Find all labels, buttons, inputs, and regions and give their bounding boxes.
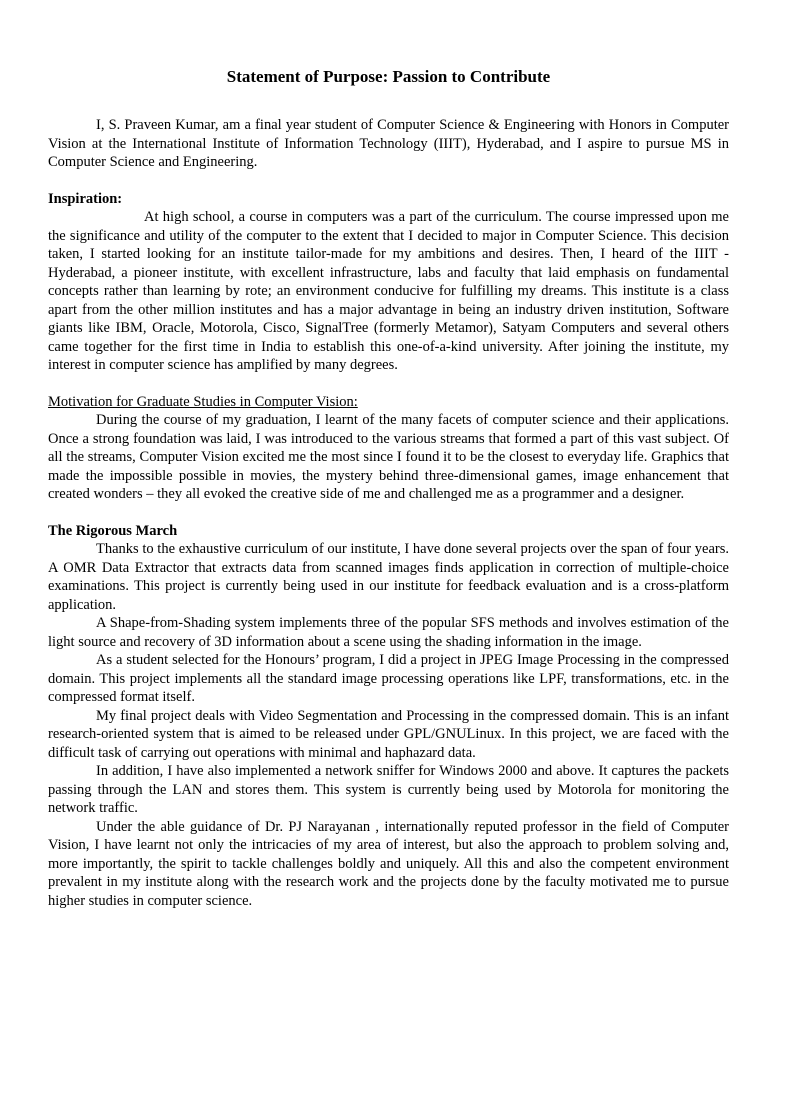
document-title: Statement of Purpose: Passion to Contribute <box>226 67 551 86</box>
paragraph: A Shape-from-Shading system implements three of the popular SFS methods and involves estimation of the light source and recovery of 3D information about a scene using the shading information in the image. <box>48 615 729 650</box>
paragraph: As a student selected for the Honours’ program, I did a project in JPEG Image Processing in the compressed domain. This project implements all the standard image processing operations like LPF, transformations, etc. in the compressed format itself. <box>48 652 729 705</box>
section-heading-motivation: Motivation for Graduate Studies in Computer Vision: <box>48 393 358 410</box>
section-rigorous-march <box>48 522 729 911</box>
paragraph: During the course of my graduation, I learnt of the many facets of computer science and their applications. Once a strong foundation was laid, I was introduced to the various streams that formed a part of this vast subject. Of all the streams, Computer Vision excited me the most since I found it to be the closest to everyday life. Graphics that made the impossible possible in movies, the mystery behind three-dimensional games, image enhancement that created wonders – they all evoked the creative side of me and challenged me as a programmer and a designer. <box>48 412 729 502</box>
section-inspiration <box>48 190 729 375</box>
intro-paragraph: I, S. Praveen Kumar, am a final year student of Computer Science & Engineering with Honors in Computer Vision at the International Institute of Information Technology (IIIT), Hyderabad, and I aspire to pursue MS in Computer Science and Engineering. <box>48 117 729 170</box>
paragraph: Under the able guidance of Dr. PJ Narayanan , internationally reputed professor in the field of Computer Vision, I have learnt not only the intricacies of my area of interest, but also the approach to problem solving and, more importantly, the spirit to tackle challenges boldly and uniquely. All this and also the competent environment prevalent in my institute along with the research work and the projects done by the faculty motivated me to pursue higher studies in computer science. <box>48 818 729 909</box>
section-heading-rigorous-march: The Rigorous March <box>48 522 178 539</box>
paragraph: My final project deals with Video Segmentation and Processing in the compressed domain. This is an infant research-oriented system that is aimed to be released under GPL/GNULinux. In this project, we are faced with the difficult task of carrying out operations with minimal and haphazard data. <box>48 707 729 761</box>
paragraph: Thanks to the exhaustive curriculum of our institute, I have done several projects over the span of four years. A OMR Data Extractor that extracts data from scanned images finds application in correction of multiple-choice examinations. This project is currently being used in our institute for feedback evaluation and is a cross-platform application. <box>48 541 729 613</box>
section-motivation <box>48 393 729 504</box>
paragraph: In addition, I have also implemented a network sniffer for Windows 2000 and above. It captures the packets passing through the LAN and stores them. This system is currently being used by Motorola for monitoring the network traffic. <box>48 763 729 816</box>
paragraph: At high school, a course in computers was a part of the curriculum. The course impressed upon me the significance and utility of the computer to the extent that I decided to major in Computer Science. This decision taken, I started looking for an institute tailor-made for my ambitions and desires. Then, I heard of the IIIT - Hyderabad, a pioneer institute, with excellent infrastructure, labs and faculty that laid emphasis on fundamental concepts rather than learning by rote; an environment conducive for fulfilling my dreams. This institute is a class apart from the other million institutes and has a major advantage in being an industry driven institution, Software giants like IBM, Oracle, Motorola, Cisco, SignalTree (formerly Metamor), Satyam Computers and several others came together for the first time in India to establish this one-of-a-kind university. After joining the institute, my interest in computer science has amplified by many degrees. <box>48 209 729 373</box>
section-heading-inspiration: Inspiration: <box>48 190 123 207</box>
document-page <box>48 62 729 928</box>
